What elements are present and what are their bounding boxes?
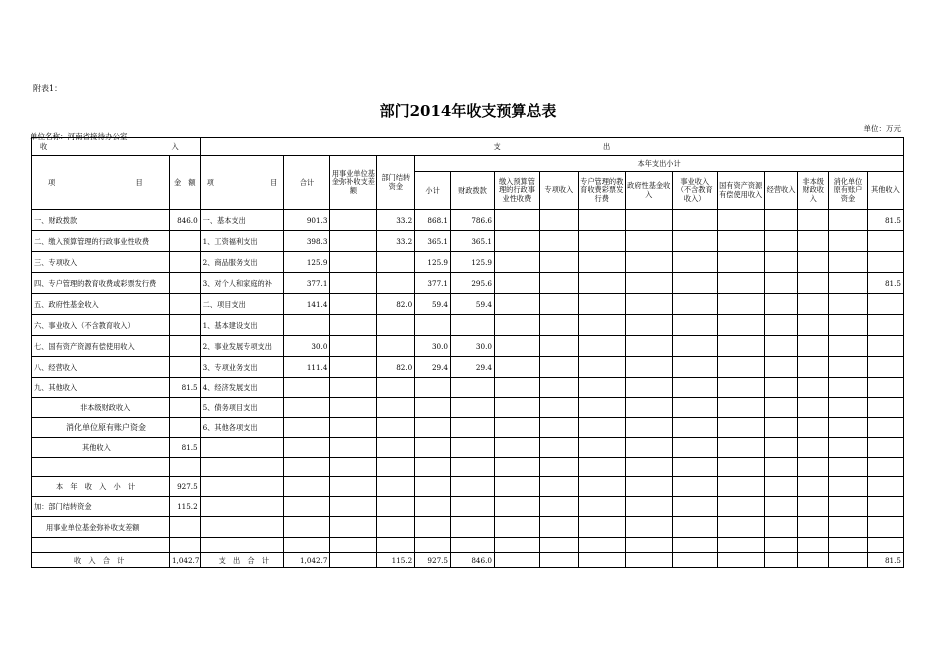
other-value — [867, 418, 903, 438]
other-value — [867, 458, 903, 477]
table-row — [32, 273, 904, 294]
income-item: 非本级财政收入 — [32, 398, 170, 418]
subtotal-value — [415, 538, 451, 553]
reserve-fund-value — [330, 418, 377, 438]
budget-table — [31, 137, 904, 568]
carryover-value — [377, 252, 415, 273]
totals-row — [32, 553, 904, 568]
table-row — [32, 336, 904, 357]
reserve-fund-value — [330, 231, 377, 252]
income-item: 六、事业收入（不含教育收入） — [32, 315, 170, 336]
carryover-value — [377, 378, 415, 398]
table-row — [32, 378, 904, 398]
income-item: 加：部门结转资金 — [32, 497, 170, 517]
fiscal-value: 59.4 — [451, 294, 495, 315]
table-row — [32, 315, 904, 336]
income-amount — [169, 517, 200, 538]
col-exp-item-char-2: 目 — [270, 178, 278, 187]
table-row — [32, 210, 904, 231]
income-item: 一、财政拨款 — [32, 210, 170, 231]
income-item: 九、其他收入 — [32, 378, 170, 398]
other-value — [867, 315, 903, 336]
subtotal-value: 868.1 — [415, 210, 451, 231]
expense-section-header — [200, 138, 903, 156]
expense-total — [284, 497, 330, 517]
col-budget-admin: 缴入预算管理的行政事业性收费 — [494, 172, 539, 210]
col-state-asset: 国有资产资源有偿使用收入 — [717, 172, 764, 210]
reserve-fund-value — [330, 458, 377, 477]
fiscal-value — [451, 418, 495, 438]
income-item — [32, 458, 170, 477]
income-item: 二、缴入预算管理的行政事业性收费 — [32, 231, 170, 252]
other-total: 81.5 — [867, 553, 903, 568]
col-biz-income: 事业收入（不含教育收入） — [672, 172, 717, 210]
expense-total — [284, 477, 330, 497]
income-amount — [169, 273, 200, 294]
col-non-level: 非本级财政收入 — [798, 172, 829, 210]
expense-item — [200, 438, 284, 458]
fiscal-value — [451, 398, 495, 418]
income-amount — [169, 252, 200, 273]
fiscal-value — [451, 538, 495, 553]
col-reserve-fund: 用事业单位基金弥补收支差额 — [330, 156, 377, 210]
expense-item: 2、商品服务支出 — [200, 252, 284, 273]
subtotal-value: 30.0 — [415, 336, 451, 357]
other-value — [867, 252, 903, 273]
fiscal-total: 846.0 — [451, 553, 495, 568]
reserve-fund-value — [330, 477, 377, 497]
fiscal-value: 125.9 — [451, 252, 495, 273]
reserve-fund-value — [330, 294, 377, 315]
income-amount — [169, 315, 200, 336]
reserve-fund-value — [330, 497, 377, 517]
other-value — [867, 336, 903, 357]
income-item: 七、国有资产资源有偿使用收入 — [32, 336, 170, 357]
subtotal-value — [415, 315, 451, 336]
expense-total — [284, 378, 330, 398]
expense-item — [200, 538, 284, 553]
carryover-value: 82.0 — [377, 357, 415, 378]
carryover-value — [377, 273, 415, 294]
expense-item — [200, 517, 284, 538]
carryover-value — [377, 418, 415, 438]
income-total-label: 收 入 合 计 — [32, 553, 170, 568]
carryover-value — [377, 497, 415, 517]
income-amount — [169, 336, 200, 357]
income-item: 其他收入 — [32, 438, 170, 458]
other-value — [867, 477, 903, 497]
subtotal-value — [415, 418, 451, 438]
other-value — [867, 357, 903, 378]
income-item: 消化单位原有账户资金 — [32, 418, 170, 438]
expense-item — [200, 497, 284, 517]
subtotal-value — [415, 458, 451, 477]
expense-item: 1、工资福利支出 — [200, 231, 284, 252]
carryover-value — [377, 458, 415, 477]
income-section-header — [32, 138, 201, 156]
expense-total — [284, 438, 330, 458]
subtotal-value: 377.1 — [415, 273, 451, 294]
col-operating: 经营收入 — [764, 172, 798, 210]
fiscal-value — [451, 458, 495, 477]
currency-unit-label: 单位：万元 — [863, 124, 901, 133]
expense-grand-total: 1,042.7 — [284, 553, 330, 568]
fiscal-value — [451, 378, 495, 398]
unit-name-label: 单位名称：河南省接待办公室 — [30, 132, 128, 141]
expense-total: 141.4 — [284, 294, 330, 315]
col-special: 专项收入 — [539, 172, 578, 210]
income-amount — [169, 418, 200, 438]
table-row — [32, 294, 904, 315]
carryover-value: 33.2 — [377, 210, 415, 231]
reserve-fund-value — [330, 336, 377, 357]
other-value — [867, 517, 903, 538]
carryover-value — [377, 438, 415, 458]
subtotal-value: 365.1 — [415, 231, 451, 252]
expense-total — [284, 418, 330, 438]
income-item: 四、专户管理的教育收费或彩票发行费 — [32, 273, 170, 294]
col-item-char-1: 项 — [48, 178, 56, 187]
fiscal-value — [451, 517, 495, 538]
col-exp-item-char-1: 项 — [206, 178, 214, 187]
col-gov-fund: 政府性基金收入 — [625, 172, 672, 210]
table-row — [32, 497, 904, 517]
expense-item: 4、经济发展支出 — [200, 378, 284, 398]
fiscal-value — [451, 497, 495, 517]
income-item: 本 年 收 入 小 计 — [32, 477, 170, 497]
expense-item: 2、事业发展专项支出 — [200, 336, 284, 357]
reserve-fund-value — [330, 273, 377, 294]
col-item-char-2: 目 — [135, 178, 143, 187]
carryover-value — [377, 477, 415, 497]
carryover-value — [377, 517, 415, 538]
table-row — [32, 458, 904, 477]
income-item: 五、政府性基金收入 — [32, 294, 170, 315]
table-row — [32, 438, 904, 458]
expense-total — [284, 538, 330, 553]
subtotal-value — [415, 477, 451, 497]
fiscal-value: 30.0 — [451, 336, 495, 357]
income-amount — [169, 231, 200, 252]
income-amount: 927.5 — [169, 477, 200, 497]
other-value — [867, 398, 903, 418]
expense-total: 30.0 — [284, 336, 330, 357]
expense-label-2: 出 — [602, 142, 611, 151]
other-value — [867, 378, 903, 398]
other-value — [867, 538, 903, 553]
income-amount — [169, 458, 200, 477]
table-row — [32, 252, 904, 273]
appendix-note: 附表1： — [33, 84, 63, 93]
subtotal-value: 59.4 — [415, 294, 451, 315]
expense-label-1: 支 — [493, 142, 501, 151]
subtotal-value — [415, 438, 451, 458]
carryover-value — [377, 315, 415, 336]
carryover-value — [377, 398, 415, 418]
table-row — [32, 517, 904, 538]
expense-item: 一、基本支出 — [200, 210, 284, 231]
income-amount: 846.0 — [169, 210, 200, 231]
col-income-item — [32, 156, 170, 210]
col-subtotal: 小计 — [415, 172, 451, 210]
subtotal-value — [415, 378, 451, 398]
reserve-fund-value — [330, 517, 377, 538]
fiscal-value: 295.6 — [451, 273, 495, 294]
income-item: 八、经营收入 — [32, 357, 170, 378]
table-row — [32, 477, 904, 497]
other-value: 81.5 — [867, 273, 903, 294]
income-item: 三、专项收入 — [32, 252, 170, 273]
fiscal-value: 365.1 — [451, 231, 495, 252]
section-header-row — [32, 138, 904, 156]
income-item — [32, 538, 170, 553]
expense-item: 3、专项业务支出 — [200, 357, 284, 378]
expense-total-label: 支 出 合 计 — [200, 553, 284, 568]
income-label-1: 收 — [40, 142, 48, 151]
income-amount — [169, 538, 200, 553]
reserve-fund-value — [330, 315, 377, 336]
reserve-fund-value — [330, 378, 377, 398]
expense-item: 二、项目支出 — [200, 294, 284, 315]
expense-total — [284, 315, 330, 336]
other-value: 81.5 — [867, 210, 903, 231]
subtotal-value — [415, 398, 451, 418]
table-row — [32, 231, 904, 252]
reserve-fund-value — [330, 210, 377, 231]
expense-total: 377.1 — [284, 273, 330, 294]
fiscal-value: 786.6 — [451, 210, 495, 231]
col-amount: 金 额 — [169, 156, 200, 210]
col-edu-fee: 专户管理的教育收费彩票发行费 — [578, 172, 625, 210]
col-other: 其他收入 — [867, 172, 903, 210]
fiscal-value: 29.4 — [451, 357, 495, 378]
subtotal-group-header: 本年支出小计 — [415, 156, 904, 172]
fiscal-value — [451, 477, 495, 497]
subtotal-value: 125.9 — [415, 252, 451, 273]
page-title: 部门2014年收支预算总表 — [379, 102, 557, 120]
other-value — [867, 438, 903, 458]
fiscal-value — [451, 315, 495, 336]
col-total: 合计 — [284, 156, 330, 210]
expense-total: 398.3 — [284, 231, 330, 252]
subtotal-total: 927.5 — [415, 553, 451, 568]
expense-item: 5、债务项目支出 — [200, 398, 284, 418]
reserve-fund-total — [330, 553, 377, 568]
subtotal-header-row — [32, 156, 904, 172]
table-row — [32, 418, 904, 438]
expense-total: 111.4 — [284, 357, 330, 378]
subtotal-value — [415, 497, 451, 517]
carryover-value — [377, 538, 415, 553]
carryover-value — [377, 336, 415, 357]
expense-total: 901.3 — [284, 210, 330, 231]
other-value — [867, 231, 903, 252]
carryover-value: 82.0 — [377, 294, 415, 315]
col-fiscal: 财政拨款 — [451, 172, 495, 210]
expense-total — [284, 398, 330, 418]
income-amount — [169, 357, 200, 378]
table-row — [32, 398, 904, 418]
other-value — [867, 294, 903, 315]
income-amount: 81.5 — [169, 378, 200, 398]
reserve-fund-value — [330, 357, 377, 378]
expense-item: 1、基本建设支出 — [200, 315, 284, 336]
reserve-fund-value — [330, 398, 377, 418]
subtotal-value — [415, 517, 451, 538]
expense-total — [284, 458, 330, 477]
col-digest: 消化单位原有账户资金 — [829, 172, 868, 210]
income-label-2: 入 — [171, 142, 179, 151]
col-expense-item — [200, 156, 284, 210]
carryover-total: 115.2 — [377, 553, 415, 568]
subtotal-value: 29.4 — [415, 357, 451, 378]
expense-item: 3、对个人和家庭的补 — [200, 273, 284, 294]
income-total-amount: 1,042.7 — [169, 553, 200, 568]
expense-total: 125.9 — [284, 252, 330, 273]
income-item: 用事业单位基金弥补收支差额 — [32, 517, 170, 538]
income-amount: 81.5 — [169, 438, 200, 458]
col-carryover: 部门结转资金 — [377, 156, 415, 210]
expense-item — [200, 477, 284, 497]
expense-item: 6、其他各项支出 — [200, 418, 284, 438]
table-row — [32, 538, 904, 553]
income-amount: 115.2 — [169, 497, 200, 517]
reserve-fund-value — [330, 252, 377, 273]
carryover-value: 33.2 — [377, 231, 415, 252]
other-value — [867, 497, 903, 517]
income-amount — [169, 294, 200, 315]
expense-total — [284, 517, 330, 538]
fiscal-value — [451, 438, 495, 458]
reserve-fund-value — [330, 538, 377, 553]
reserve-fund-value — [330, 438, 377, 458]
expense-item — [200, 458, 284, 477]
table-row — [32, 357, 904, 378]
income-amount — [169, 398, 200, 418]
